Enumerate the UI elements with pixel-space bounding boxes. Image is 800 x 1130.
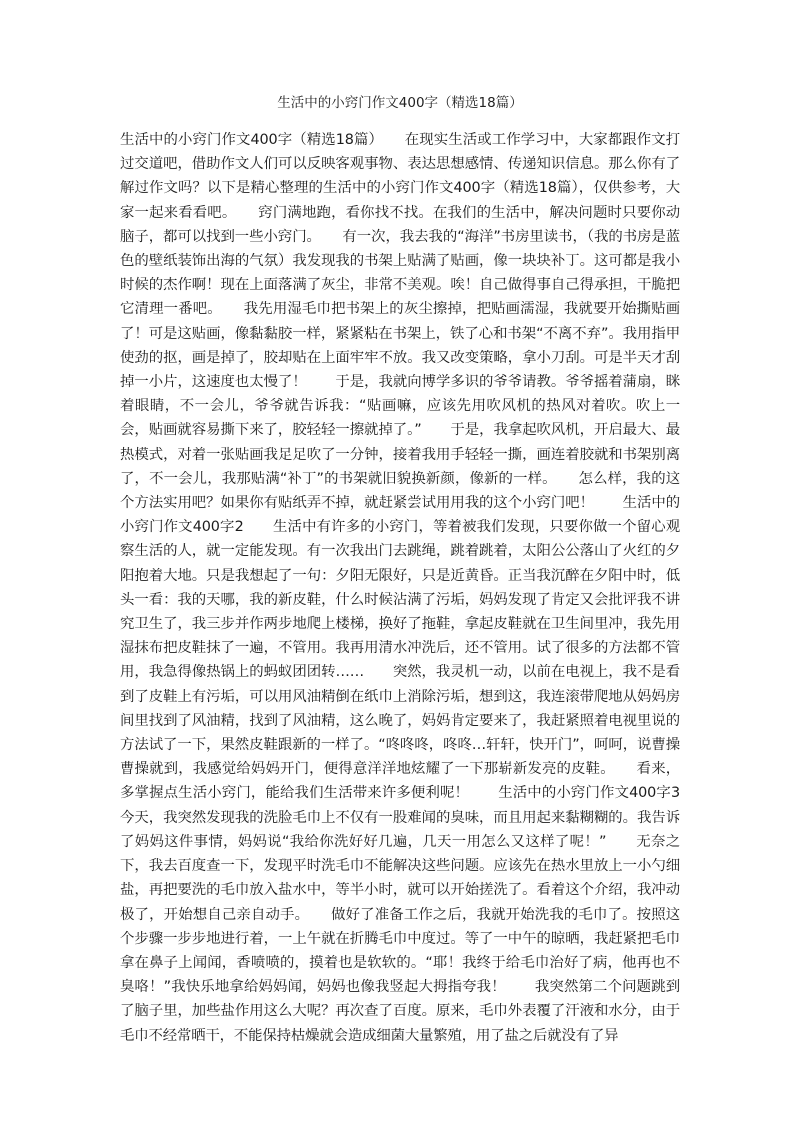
document-body-text: 生活中的小窍门作文400字（精选18篇） 在现实生活或工作学习中，大家都跟作文打过交道吧，借助作文人们可以反映客观事物、表达思想感情、传递知识信息。那么你有了解过作文吗？以下是精心整理的生活中的小窍门作文400字（精选18篇），仅供参考，大家一起来看看吧。 窍门满地跑，看你找不找。在我们的生活中，解决问题时只要你动脑子，都可以找到一些小窍门。 有一次，我去我的“海洋”书房里读书，（我的书房是蓝色的壁纸装饰出海的气氛）我发现我的书架上贴满了贴画，像一块块补丁。这可都是我小时候的杰作啊！现在上面落满了灰尘，非常不美观。唉！自己做得事自己得承担，干脆把它清理一番吧。 我先用湿毛巾把书架上的灰尘擦掉，把贴画濡湿，我就要开始撕贴画了！可是这贴画，像黏黏胶一样，紧紧粘在书架上，铁了心和书架“不离不弃”。我用指甲使劲的抠，画是掉了，胶却贴在上面牢牢不放。我又改变策略，拿小刀刮。可是半天才刮掉一小片，这速度也太慢了！ 于是，我就向博学多识的爷爷请教。爷爷摇着蒲扇，眯着眼睛，不一会儿，爷爷就告诉我：“贴画嘛，应该先用吹风机的热风对着吹。吹上一会，贴画就容易撕下来了，胶轻轻一擦就掉了。” 于是，我拿起吹风机，开启最大、最热模式，对着一张贴画我足足吹了一分钟，接着我用手轻轻一撕，画连着胶就和书架别离了，不一会儿，我那贴满“补丁”的书架就旧貌换新颜，像新的一样。 怎么样，我的这个方法实用吧？如果你有贴纸弄不掉，就赶紧尝试用用我的这个小窍门吧！ 生活中的小窍门作文400字2 生活中有许多的小窍门，等着被我们发现，只要你做一个留心观察生活的人，就一定能发现。有一次我出门去跳绳，跳着跳着，太阳公公落山了火红的夕阳抱着大地。只是我想起了一句：夕阳无限好，只是近黄昏。正当我沉醉在夕阳中时，低头一看：我的天哪，我的新皮鞋，什么时候沾满了污垢，妈妈发现了肯定又会批评我不讲究卫生了，我三步并作两步地爬上楼梯，换好了拖鞋，拿起皮鞋就在卫生间里冲，我先用湿抹布把皮鞋抹了一遍，不管用。我再用清水冲洗后，还不管用。试了很多的方法都不管用，我急得像热锅上的蚂蚁团团转…… 突然，我灵机一动，以前在电视上，我不是看到了皮鞋上有污垢，可以用风油精倒在纸巾上消除污垢，想到这，我连滚带爬地从妈妈房间里找到了风油精，找到了风油精，这么晚了，妈妈肯定要来了，我赶紧照着电视里说的方法试了一下，果然皮鞋跟新的一样了。“咚咚咚，咚咚…轩轩，快开门”，呵呵，说曹操曹操就到，我感觉给妈妈开门，便得意洋洋地炫耀了一下那崭新发亮的皮鞋。 看来，多掌握点生活小窍门，能给我们生活带来许多便利呢！ 生活中的小窍门作文400字3 今天，我突然发现我的洗脸毛巾上不仅有一股难闻的臭味，而且用起来黏糊糊的。我告诉了妈妈这件事情，妈妈说“我给你洗好好几遍，几天一用怎么又这样了呢！” 无奈之下，我去百度查一下，发现平时洗毛巾不能解决这些问题。应该先在热水里放上一小勺细盐，再把要洗的毛巾放入盐水中，等半小时，就可以开始搓洗了。看着这个介绍，我冲动极了，开始想自己亲自动手。 做好了准备工作之后，我就开始洗我的毛巾了。按照这个步骤一步步地进行着，一上午就在折腾毛巾中度过。等了一中午的晾晒，我赶紧把毛巾拿在鼻子上闻闻，香喷喷的，摸着也是软软的。“耶！我终于给毛巾治好了病，他再也不臭咯！”我快乐地拿给妈妈闻，妈妈也像我竖起大拇指夸我！ 我突然第二个问题跳到了脑子里，加些盐作用这么大呢？再次查了百度。原来，毛巾外表覆了汗液和水分，由于毛巾不经常晒干，不能保持枯燥就会造成细菌大量繁殖，用了盐之后就没有了异 bbox=[120, 132, 709, 1044]
document-title: 生活中的小窍门作文400字（精选18篇） bbox=[277, 95, 523, 111]
